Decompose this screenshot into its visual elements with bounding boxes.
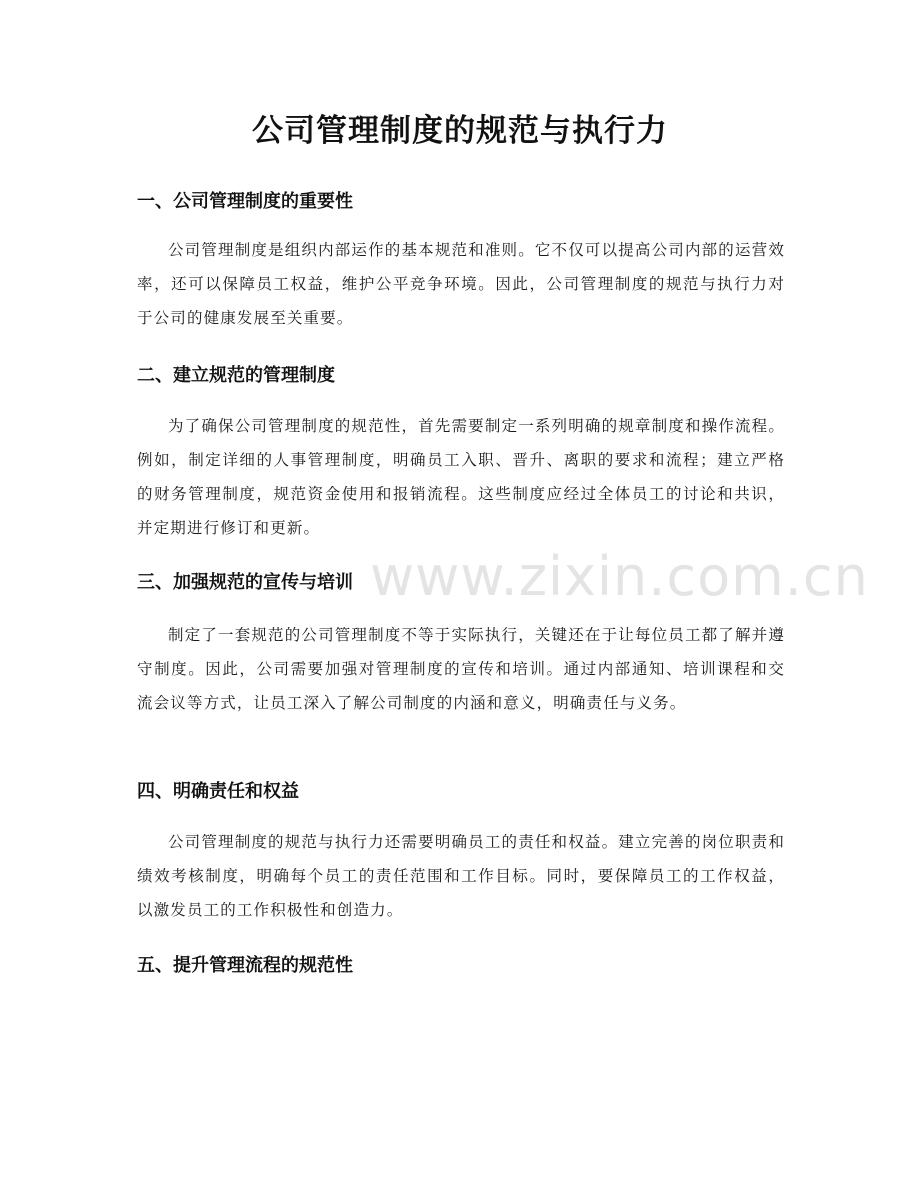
section-heading-4: 四、明确责任和权益	[137, 781, 299, 802]
section-paragraph-4: 公司管理制度的规范与执行力还需要明确员工的责任和权益。建立完善的岗位职责和绩效考核制度，明确每个员工的责任范围和工作目标。同时，要保障员工的工作权益，以激发员工的工作积极性和创造力。	[137, 833, 785, 919]
section-heading-1: 一、公司管理制度的重要性	[137, 191, 353, 212]
section-heading-3: 三、加强规范的宣传与培训	[137, 572, 353, 593]
watermark: www.zixin.com.cn	[370, 545, 869, 608]
section-heading-5: 五、提升管理流程的规范性	[137, 955, 353, 976]
section-paragraph-3: 制定了一套规范的公司管理制度不等于实际执行，关键还在于让每位员工都了解并遵守制度。因此，公司需要加强对管理制度的宣传和培训。通过内部通知、培训课程和交流会议等方式，让员工深入了解公司制度的内涵和意义，明确责任与义务。	[137, 626, 785, 712]
section-paragraph-1: 公司管理制度是组织内部运作的基本规范和准则。它不仅可以提高公司内部的运营效率，还可以保障员工权益，维护公平竞争环境。因此，公司管理制度的规范与执行力对于公司的健康发展至关重要。	[137, 241, 785, 327]
document-title: 公司管理制度的规范与执行力	[252, 113, 668, 149]
section-paragraph-2: 为了确保公司管理制度的规范性，首先需要制定一系列明确的规章制度和操作流程。例如，制定详细的人事管理制度，明确员工入职、晋升、离职的要求和流程；建立严格的财务管理制度，规范资金使用和报销流程。这些制度应经过全体员工的讨论和共识，并定期进行修订和更新。	[137, 417, 785, 537]
section-heading-2: 二、建立规范的管理制度	[137, 365, 335, 386]
